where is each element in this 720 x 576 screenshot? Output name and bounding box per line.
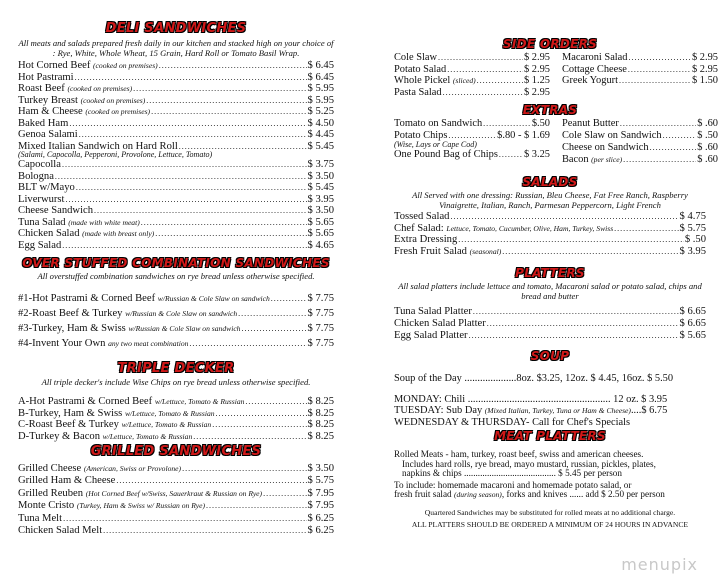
triple-decker-note: All triple decker's include Wise Chips on rye bread unless otherwise specified. [41, 377, 311, 387]
menu-item-name: Chicken Salad Melt [18, 525, 103, 537]
menu-item [562, 130, 718, 142]
menu-item-name: Cottage Cheese [562, 63, 627, 75]
leader-dots [159, 60, 307, 72]
menu-item-name: Macaroni Salad [562, 52, 628, 63]
leader-dots [458, 234, 684, 246]
menu-item-price: $ 6.65 [679, 318, 706, 330]
leader-dots [63, 513, 306, 525]
quartered-note: Quartered Sandwiches may be substituted for rolled meats at no additional charge. [424, 507, 676, 517]
overstuffed-note: All overstuffed combination sandwiches on rye bread unless otherwise specified. [37, 271, 315, 281]
menu-item-name: B-Turkey, Ham & Swiss w/Lettuce, Tomato & Russian [18, 407, 215, 419]
menu-item-price: $ 8.25 [307, 430, 334, 442]
menu-item [18, 95, 334, 107]
leader-dots [271, 291, 307, 306]
menu-item-price: $ .50 [684, 234, 706, 246]
menu-item-price: $ 3.50 [307, 205, 334, 216]
leader-dots [469, 330, 679, 342]
side-orders-title: SIDE ORDERS [502, 37, 598, 51]
menu-item-price: $ 4.50 [307, 117, 334, 129]
menu-item [18, 182, 334, 194]
deli-note: All meats and salads prepared fresh daily in our kitchen and stacked high on your choice of : Rye, White, Whole Wheat, 15 Grain, Hard Roll or Tomato Basil Wrap. [18, 38, 334, 58]
menu-item-detail: (Salami, Capocolla, Pepperoni, Provolone, Lettuce, Tomato) [18, 150, 213, 159]
menu-item-name: Hot Corned Beef (cooked on premises) [18, 60, 158, 71]
extras-title: EXTRAS [522, 103, 578, 117]
menu-item-note: w/Russian & Cole Slaw on sandwich [125, 309, 238, 318]
menu-item-name: One Pound Bag of Chips [394, 149, 498, 160]
menu-item-name: Grilled Reuben (Hot Corned Beef w/Swiss, Sauerkraut & Russian on Rye) [18, 487, 263, 499]
menu-item-price: $ 3.25 [524, 149, 550, 160]
menu-item [394, 223, 706, 235]
leader-dots [663, 130, 697, 142]
menu-item-price: $ 3.75 [307, 159, 334, 170]
menu-item-note: (cooked on premises) [80, 95, 146, 105]
menu-item-price: $ 3.50 [307, 463, 334, 474]
menu-item-name: Bologna [18, 170, 54, 182]
menu-item-name: Hot Pastrami [18, 71, 74, 83]
menu-item [394, 75, 550, 87]
menu-item-name: #1-Hot Pastrami & Corned Beef w/Russian & Cole Slaw on sandwich [18, 293, 270, 304]
menu-item-name: Bacon (per slice) [562, 154, 623, 165]
menu-item-name: Chef Salad: Lettuce, Tomato, Cucumber, Olive, Ham, Turkey, Swiss [394, 222, 614, 234]
menu-item [394, 118, 550, 130]
menu-item [18, 419, 334, 431]
meat-platters-description [394, 450, 706, 500]
menu-item-note: (per slice) [591, 155, 623, 164]
menu-item [394, 246, 706, 258]
leader-dots [502, 246, 678, 258]
leader-dots [619, 75, 691, 87]
menu-item-price: $ 8.25 [307, 419, 334, 430]
menu-item [562, 75, 718, 87]
menu-item-name: D-Turkey & Bacon w/Lettuce, Tomato & Russian [18, 430, 193, 442]
advance-order-note: ALL PLATTERS SHOULD BE ORDERED A MINIMUM OF 24 HOURS IN ADVANCE [411, 520, 689, 530]
leader-dots [62, 159, 307, 171]
menu-item-note: Lettuce, Tomato, Cucumber, Olive, Ham, Turkey, Swiss [446, 223, 614, 233]
menu-item-price: $ 2.95 [692, 63, 718, 75]
leader-dots [245, 396, 306, 408]
extras-col-1 [394, 118, 556, 166]
menu-item-price: $ 4.75 [679, 211, 706, 222]
menu-item-name: Whole Pickel (sliced) [394, 75, 476, 86]
leader-dots [499, 149, 523, 161]
menu-item-name: Egg Salad Platter [394, 330, 468, 342]
menu-item-name: Potato Chips [394, 130, 448, 141]
menu-item-price: $ .60 [697, 118, 718, 129]
menu-item-price: $ 8.25 [307, 396, 334, 407]
menu-item-name: Ham & Cheese (cooked on premises) [18, 106, 151, 117]
menu-item-name: Greek Yogurt [562, 75, 618, 86]
menu-item-note: w/Lettuce, Tomato & Russian [154, 397, 245, 406]
menu-item-name: Baked Ham [18, 117, 69, 129]
menu-item [18, 83, 334, 95]
meat-line-3: napkins & chips ........................................ $ 5.45 per person [402, 468, 622, 479]
menu-item-price: $ 7.75 [307, 323, 334, 334]
right-column [394, 0, 718, 530]
leader-dots [483, 118, 531, 130]
menu-item-price: $ 5.75 [307, 475, 334, 487]
menu-item-note: w/Lettuce, Tomato & Russian [121, 420, 212, 429]
menu-item-price: $ 7.75 [307, 293, 334, 304]
menu-item [18, 159, 334, 171]
leader-dots [450, 211, 678, 223]
menu-item-price: $ 3.50 [307, 170, 334, 182]
menu-item-note: (cooked on premises) [85, 107, 151, 116]
leader-dots [216, 408, 307, 420]
leader-dots [487, 318, 679, 330]
menu-item-price: $ .60 [697, 154, 718, 165]
leader-dots [650, 142, 697, 154]
leader-dots [69, 118, 306, 130]
menu-item-name: Tuna Salad (made with white meat) [18, 216, 140, 228]
menu-item-price: $ 6.25 [307, 512, 334, 524]
menu-item [18, 291, 334, 306]
menu-item-price: $ 7.95 [307, 500, 334, 512]
menu-item-name: C-Roast Beef & Turkey w/Lettuce, Tomato & Russian [18, 419, 212, 430]
deli-list [18, 60, 334, 251]
menu-item-note: (sliced) [452, 76, 476, 85]
leader-dots [75, 72, 307, 84]
menu-item [18, 525, 334, 537]
menu-item-price: $ 4.45 [307, 129, 334, 140]
leader-dots [238, 306, 306, 321]
menu-item [18, 408, 334, 420]
menu-item [562, 154, 718, 166]
leader-dots [620, 118, 696, 130]
side-orders-col-1 [394, 52, 556, 98]
leader-dots [629, 52, 692, 64]
leader-dots [116, 475, 306, 487]
menu-item-price: $ 5.95 [307, 94, 334, 106]
menu-item [394, 318, 706, 330]
grilled-title: GRILLED SANDWICHES [90, 444, 262, 459]
leader-dots [628, 64, 691, 76]
leader-dots [182, 463, 306, 475]
leader-dots [443, 87, 523, 99]
leader-dots [146, 95, 306, 107]
overstuffed-title: OVER STUFFED COMBINATION SANDWICHES [22, 256, 330, 270]
leader-dots [103, 525, 306, 537]
menu-item [562, 52, 718, 64]
menu-item-note: (made with white meat) [68, 217, 140, 227]
menu-item-note: w/Lettuce, Tomato & Russian [124, 408, 215, 418]
menu-item [18, 171, 334, 183]
menu-item-name: Grilled Cheese (American, Swiss or Provolone) [18, 463, 182, 474]
menu-item-price: $ 2.95 [524, 86, 550, 98]
menu-item-note: (made with breast only) [82, 229, 155, 238]
menu-item-price: $ 6.45 [307, 60, 334, 71]
leader-dots [477, 75, 523, 87]
leader-dots [151, 106, 306, 118]
menu-item-price: $ 5.25 [307, 106, 334, 117]
menu-item-name: #3-Turkey, Ham & Swiss w/Russian & Cole Slaw on sandwich [18, 323, 241, 334]
menu-item-name: Genoa Salami [18, 129, 78, 140]
leader-dots [62, 240, 306, 252]
salads-list [394, 211, 706, 257]
menu-item-price: $ 1.25 [524, 75, 550, 86]
menu-item-price: $ 1.50 [692, 75, 718, 86]
menu-item-price: $ 2.95 [524, 52, 550, 63]
menu-item [18, 129, 334, 141]
menu-item-price: $ 2.95 [524, 63, 550, 75]
menu-item-name: Cole Slaw on Sandwich [562, 130, 662, 141]
leader-dots [155, 228, 306, 240]
menu-item-name: Monte Cristo (Turkey, Ham & Swiss w/ Russian on Rye) [18, 500, 205, 512]
menu-item [18, 240, 334, 252]
menu-item [18, 513, 334, 525]
leader-dots [206, 500, 307, 512]
menu-item-note: w/Russian & Cole Slaw on sandwich [157, 294, 270, 303]
menu-item-price: $ 4.65 [307, 239, 334, 251]
meat-line-2: Includes hard rolls, rye bread, mayo mustard, russian, pickles, plates, [402, 458, 656, 469]
menu-item [394, 87, 550, 99]
menu-item [562, 64, 718, 76]
menu-item [18, 475, 334, 487]
extras-col-2 [556, 118, 718, 166]
tuesday-special: TUESDAY: Sub Day (Mixed Italian, Turkey, Tuna or Ham & Cheese)....$ 6.75 [394, 405, 668, 417]
menu-item-note: (seasonal) [469, 246, 502, 256]
menu-item-price: $ 7.75 [307, 308, 334, 319]
menu-item-price: $ 7.95 [307, 487, 334, 499]
menu-item-price: $ 5.65 [307, 228, 334, 239]
menu-item-name: A-Hot Pastrami & Corned Beef w/Lettuce, Tomato & Russian [18, 396, 245, 407]
menu-item-note: (cooked on premises) [67, 84, 133, 93]
menu-item-name: Cole Slaw [394, 52, 438, 63]
salads-note: All Served with one dressing: Russian, Bleu Cheese, Fat Free Ranch, Raspberry Vinaigrette, Italian, Ranch, Parmesan Peppercorn, Light French [412, 190, 688, 210]
menu-item-note: (Hot Corned Beef w/Swiss, Sauerkraut & Russian on Rye) [85, 488, 263, 498]
menu-item-price: $ 2.95 [692, 52, 718, 63]
menu-item-price: $ 6.65 [679, 306, 706, 318]
menu-item-name: Tossed Salad [394, 211, 450, 222]
menu-item-name: Mixed Italian Sandwich on Hard Roll [18, 140, 178, 152]
menu-item [394, 52, 550, 64]
grilled-list [18, 463, 334, 537]
triple-decker-list [18, 396, 334, 442]
menu-item [394, 330, 706, 342]
overstuffed-list [18, 291, 334, 351]
menu-item-name: Potato Salad [394, 63, 447, 75]
menu-item-price: $ 3.95 [307, 193, 334, 205]
menu-item-price: $ .50 [697, 130, 718, 141]
menu-item-price: $ 6.45 [307, 71, 334, 83]
menu-item-name: Chicken Salad Platter [394, 318, 486, 330]
menu-item-price: $ 5.45 [307, 140, 334, 152]
menu-item-name: Tomato on Sandwich [394, 118, 483, 129]
side-orders-grid [394, 52, 718, 98]
menu-item-name: Cheese on Sandwich [562, 142, 649, 153]
menu-item-name: Roast Beef (cooked on premises) [18, 83, 133, 94]
menu-item [18, 60, 334, 72]
menu-item-price: $ 5.95 [307, 83, 334, 94]
salads-title: SALADS [522, 175, 578, 189]
menu-item [394, 149, 550, 161]
menu-item-price: $ 5.65 [679, 330, 706, 342]
menu-item-name: #2-Roast Beef & Turkey w/Russian & Cole Slaw on sandwich [18, 308, 238, 319]
menu-item-name: Tuna Melt [18, 512, 63, 524]
leader-dots [473, 306, 679, 318]
menu-item-price: $ .60 [697, 142, 718, 153]
menu-item-price: $ 5.65 [307, 216, 334, 228]
leader-dots [241, 321, 306, 336]
menu-item [394, 64, 550, 76]
meat-line-5: fresh fruit salad (during season), forks and knives ...... add $ 2.50 per person [394, 489, 665, 500]
monday-special: MONDAY: Chili ....................................................... 12 oz. $ 3.95 [394, 393, 668, 405]
leader-dots [447, 64, 523, 76]
menu-item [18, 205, 334, 217]
leader-dots [94, 205, 306, 217]
menu-item-note: w/Russian & Cole Slaw on sandwich [128, 324, 241, 333]
menu-item [18, 500, 334, 512]
menu-item-name: Peanut Butter [562, 118, 619, 129]
leader-dots [189, 336, 306, 351]
leader-dots [133, 83, 306, 95]
leader-dots [76, 182, 307, 194]
menu-item-name: #4-Invent Your Own any two meat combination [18, 338, 189, 349]
menu-item-name: Fresh Fruit Salad (seasonal) [394, 245, 502, 257]
platters-note: All salad platters include lettuce and tomato, Macaroni salad or potato salad, chips and bread and butter [398, 281, 702, 302]
menu-item-name: Egg Salad [18, 239, 62, 251]
leader-dots [79, 129, 307, 141]
menu-item-price: $ 5.75 [679, 222, 706, 234]
menu-item-note: (American, Swiss or Provolone) [83, 464, 182, 473]
deli-sandwiches-title: DELI SANDWICHES [105, 21, 247, 36]
menu-item [18, 336, 334, 351]
menu-item-price: $ 8.25 [307, 407, 334, 419]
meat-line-4: To include: homemade macaroni and homemade potato salad, or [394, 479, 632, 490]
menu-item [18, 396, 334, 408]
leader-dots [141, 217, 307, 229]
menu-item-note: w/Lettuce, Tomato & Russian [102, 431, 193, 441]
platters-list [394, 306, 706, 342]
leader-dots [65, 194, 306, 206]
menu-item-name: Tuna Salad Platter [394, 306, 472, 318]
meat-platters-title: MEAT PLATTERS [494, 429, 606, 444]
menu-item [18, 488, 334, 500]
wed-thu-special: WEDNESDAY & THURSDAY- Call for Chef's Specials [394, 416, 631, 428]
menu-item-name: Liverwurst [18, 193, 65, 205]
leader-dots [438, 52, 523, 64]
leader-dots [263, 488, 306, 500]
menu-item [18, 306, 334, 321]
menu-item-name: Chicken Salad (made with breast only) [18, 228, 155, 239]
side-orders-col-2 [556, 52, 718, 98]
menu-item-detail: (Wise, Lays or Cape Cod) [394, 140, 477, 149]
menu-item [18, 463, 334, 475]
menu-item-name: Cheese Sandwich [18, 205, 94, 216]
menupix-watermark: menupix [621, 555, 698, 574]
triple-decker-title: TRIPLE DECKER [117, 361, 235, 376]
leader-dots [55, 171, 307, 183]
menu-item [18, 194, 334, 206]
menu-item-name: BLT w/Mayo [18, 182, 75, 193]
soup-title: SOUP [530, 349, 570, 364]
menu-item-note: (cooked on premises) [93, 61, 158, 70]
leader-dots [623, 154, 696, 166]
platters-title: PLATTERS [515, 266, 585, 281]
menu-item [18, 217, 334, 229]
menu-item [562, 142, 718, 154]
leader-dots [212, 419, 306, 431]
menu-item [18, 72, 334, 84]
menu-item-price: $ 3.95 [679, 245, 706, 257]
menu-item-price: $ 5.45 [307, 182, 334, 193]
menu-item-name: Extra Dressing [394, 234, 458, 246]
meat-line-1: Rolled Meats - ham, turkey, roast beef, swiss and american cheeses. [394, 449, 644, 460]
menu-item-name: Pasta Salad [394, 86, 442, 98]
menu-item [18, 431, 334, 443]
menu-item-name: Capocolla [18, 159, 61, 170]
soup-of-the-day: Soup of the Day ....................8oz. $3.25, 12oz. $ 4.45, 16oz. $ 5.50 [394, 373, 674, 385]
menu-item [18, 118, 334, 130]
left-column [18, 0, 334, 537]
leader-dots [614, 223, 678, 235]
menu-item [18, 321, 334, 336]
menu-item-price: $ 6.25 [307, 525, 334, 537]
menu-item-price: $.50 [531, 118, 550, 129]
menu-item-price: $.80 - $ 1.69 [497, 130, 550, 141]
menu-item-note: any two meat combination [108, 339, 189, 348]
menu-item [394, 234, 706, 246]
menu-item [562, 118, 718, 130]
menu-item-name: Turkey Breast (cooked on premises) [18, 94, 146, 106]
menu-item-name: Grilled Ham & Cheese [18, 475, 116, 487]
menu-item-price: $ 7.75 [307, 338, 334, 349]
menu-item [394, 306, 706, 318]
menu-item [394, 211, 706, 223]
menu-item-note: (Turkey, Ham & Swiss w/ Russian on Rye) [76, 501, 205, 511]
menu-item [18, 106, 334, 118]
extras-grid [394, 118, 718, 166]
menu-item [18, 228, 334, 240]
leader-dots [193, 431, 306, 443]
